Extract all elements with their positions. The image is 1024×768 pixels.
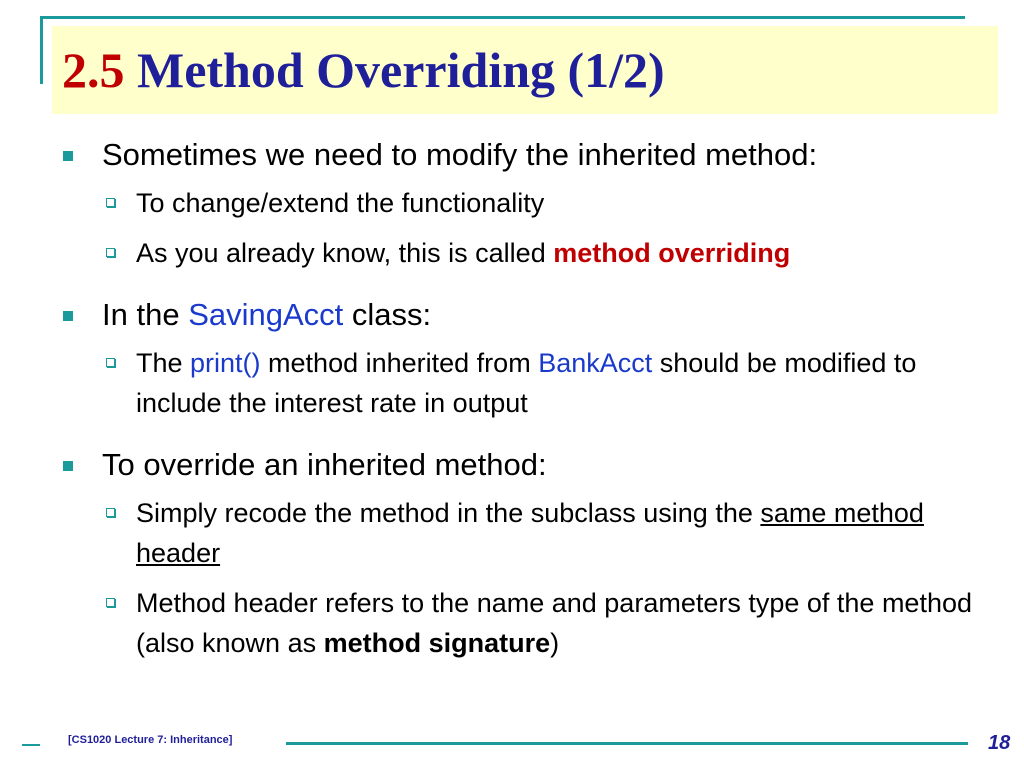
hollow-square-bullet-icon [106, 198, 115, 207]
bullet-1-sub-1-text: To change/extend the functionality [136, 188, 545, 218]
hollow-square-bullet-icon [106, 598, 115, 607]
frame-top-line [40, 16, 965, 19]
bullet-3-text: To override an inherited method: [102, 447, 547, 482]
square-bullet-icon [63, 151, 73, 161]
slide-title [62, 40, 665, 100]
bullet-3-sub-1 [100, 493, 990, 573]
hollow-square-bullet-icon [106, 248, 115, 257]
bullet-2-sub-1 [100, 343, 990, 423]
term-same-method-header: same method header [136, 498, 924, 568]
bullet-3-sub-2-text-a: Method header refers to the name and parameters type of the method (also known as [136, 588, 972, 658]
square-bullet-icon [63, 311, 73, 321]
bullet-2 [60, 295, 990, 335]
bullet-2-sub-1-text-a: The [136, 348, 191, 378]
bullet-1-text: Sometimes we need to modify the inherited method: [102, 137, 818, 172]
footer-text: [CS1020 Lecture 7: Inheritance] [68, 734, 233, 746]
method-name-print: print() [190, 348, 261, 378]
bullet-2-sub-1-text-b: method inherited from [260, 348, 539, 378]
term-method-overriding: method overriding [553, 238, 791, 268]
hollow-square-bullet-icon [106, 358, 115, 367]
bullet-2-text-b: class: [343, 297, 432, 332]
frame-left-line [40, 16, 43, 84]
bullet-1 [60, 135, 990, 175]
bullet-3-sub-2-text-b: ) [550, 628, 560, 658]
title-number: 2.5 [62, 42, 125, 98]
slide-content [60, 135, 990, 673]
bullet-1-sub-2 [100, 233, 990, 273]
class-name-bankacct: BankAcct [538, 348, 653, 378]
title-text: Method Overriding (1/2) [137, 42, 665, 98]
footer-line-left [22, 744, 40, 746]
term-method-signature: method signature [323, 628, 551, 658]
square-bullet-icon [63, 461, 73, 471]
class-name-savingacct: SavingAcct [188, 297, 344, 332]
page-number: 18 [988, 732, 1011, 754]
bullet-3 [60, 445, 990, 485]
bullet-3-sub-1-text: Simply recode the method in the subclass using the [136, 498, 761, 528]
bullet-3-sub-2 [100, 583, 990, 663]
bullet-2-text-a: In the [102, 297, 189, 332]
bullet-1-sub-2-text: As you already know, this is called [136, 238, 554, 268]
footer-line [286, 742, 968, 745]
hollow-square-bullet-icon [106, 508, 115, 517]
title-bar [52, 26, 998, 114]
bullet-2-sub-1-text-c: should be modified to include the interest rate in output [136, 348, 917, 418]
bullet-1-sub-1 [100, 183, 990, 223]
